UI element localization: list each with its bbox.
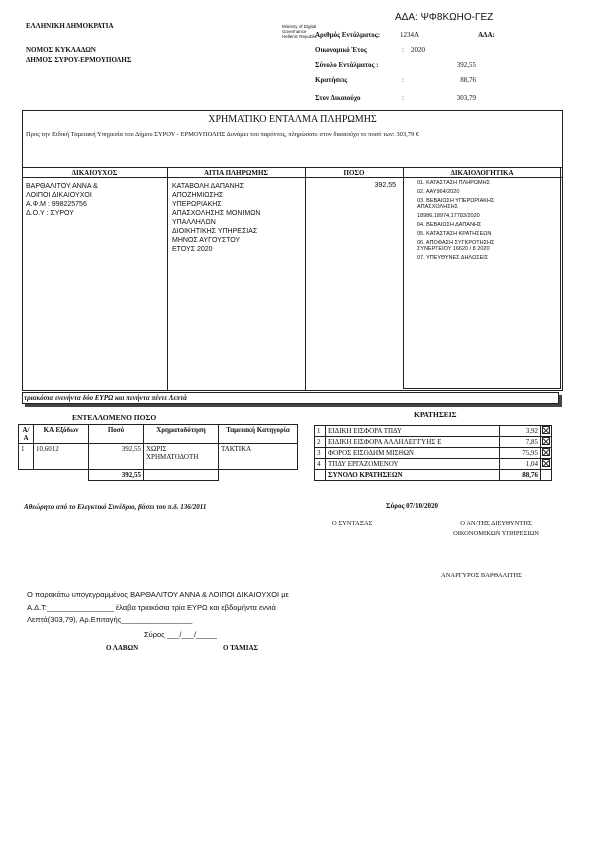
checkbox-icon bbox=[542, 448, 550, 456]
col-cause: ΑΙΤΙΑ ΠΛΗΡΩΜΗΣ bbox=[203, 169, 268, 177]
col-docs: ΔΙΚΑΙΟΛΟΓΗΤΙΚΑ bbox=[450, 169, 514, 177]
empty-cell bbox=[34, 470, 89, 481]
checkbox-icon bbox=[542, 459, 550, 467]
deductions-colon: : bbox=[402, 76, 404, 84]
author-label: Ο ΣΥΝΤΑΞΑΣ bbox=[332, 520, 373, 527]
row-aa: 1 bbox=[19, 444, 34, 470]
total-value: 392,55 bbox=[456, 61, 476, 69]
deduction-no: 3 bbox=[315, 448, 326, 459]
cause-line: ΥΠΕΡΩΡΙΑΚΗΣ bbox=[172, 201, 222, 208]
receiver-label: Ο ΛΑΒΩΝ bbox=[106, 644, 139, 652]
deduction-no: 4 bbox=[315, 459, 326, 470]
ordered-total-row bbox=[19, 470, 298, 481]
col-poso: Ποσό bbox=[89, 425, 144, 444]
deduction-no: 1 bbox=[315, 426, 326, 437]
checkbox-cell bbox=[541, 437, 552, 448]
checkbox-cell bbox=[541, 459, 552, 470]
mandate-label: Αριθμός Εντάλματος: bbox=[315, 31, 381, 39]
director-label: Ο ΑΝ/ΤΗΣ ΔΙΕΥΘΥΝΤΗΣ ΟΙΚΟΝΟΜΙΚΩΝ ΥΠΗΡΕΣΙΩΝ bbox=[453, 520, 539, 537]
deduction-value: 3,92 bbox=[500, 426, 541, 437]
amount-words-shadow-bottom bbox=[25, 404, 562, 407]
net-colon: : bbox=[402, 94, 404, 102]
doc-item: 06. ΑΠΟΦΑΣΗ ΣΥΓΚΡΟΤΗΣΗΣ bbox=[417, 240, 495, 246]
deductions-title: ΚΡΑΤΗΣΕΙΣ bbox=[414, 410, 457, 419]
cause-cell bbox=[172, 182, 261, 254]
row-funding: ΧΩΡΙΣ ΧΡΗΜΑΤΟΔΟΤΗ bbox=[144, 444, 219, 470]
ada-top: ΑΔΑ: ΨΦ8ΚΩΗΟ-ΓΕΖ bbox=[395, 12, 494, 23]
cause-line: ΔΙΟΙΚΗΤΙΚΗΣ ΥΠΗΡΕΣΙΑΣ bbox=[172, 228, 258, 235]
deduction-name: ΕΙΔΙΚΗ ΕΙΣΦΟΡΑ ΑΛΛΗΛΕΓΓΥΗΣ Ε bbox=[326, 437, 500, 448]
col-aa: Α/Α bbox=[19, 425, 34, 444]
ordered-title: ΕΝΤΕΛΛΟΜΕΝΟ ΠΟΣΟ bbox=[72, 413, 157, 422]
deduction-name: ΕΙΔΙΚΗ ΕΙΣΦΟΡΑ ΤΠΔΥ bbox=[326, 426, 500, 437]
col-beneficiary: ΔΙΚΑΙΟΥΧΟΣ bbox=[71, 169, 118, 177]
amount-cell: 392,55 bbox=[374, 182, 396, 189]
cause-line: ΑΠΟΖΗΜΙΩΣΗΣ bbox=[172, 192, 224, 199]
doc-item: 07. ΥΠΕΥΘΥΝΕΣ ΔΗΛΩΣΕΙΣ bbox=[417, 255, 489, 261]
receipt-line-1: Ο παρακάτω υπογεγραμμένος ΒΑΡΘΑΛΙΤΟΥ ΑΝΝΑ & ΛΟΙΠΟΙ ΔΙΚΑΙΟΥΧΟΙ με bbox=[27, 590, 289, 599]
deductions-value: 88,76 bbox=[460, 76, 476, 84]
checkbox-icon bbox=[542, 437, 550, 445]
prefecture-label: ΝΟΜΟΣ ΚΥΚΛΑΔΩΝ bbox=[26, 46, 96, 54]
col-funding: Χρηματοδότηση bbox=[144, 425, 219, 444]
cause-line: ΚΑΤΑΒΟΛΗ ΔΑΠΑΝΗΣ bbox=[172, 183, 245, 190]
receipt-line-3: Λεπτά(303,79), Αρ.Επιταγής_________________ bbox=[27, 615, 193, 624]
year-label: Οικονομικό Έτος bbox=[315, 46, 367, 54]
beneficiary-cell bbox=[26, 182, 98, 218]
total-label: Σύνολο Εντάλματος : bbox=[315, 61, 379, 69]
cause-line: ΥΠΑΛΛΗΛΩΝ bbox=[172, 219, 216, 226]
empty-cell bbox=[144, 470, 219, 481]
beneficiary-line: Δ.Ο.Υ : ΣΥΡΟΥ bbox=[26, 210, 74, 217]
col-ka: ΚΑ Εξόδων bbox=[34, 425, 89, 444]
municipality-label: ΔΗΜΟΣ ΣΥΡΟΥ-ΕΡΜΟΥΠΟΛΗΣ bbox=[26, 56, 132, 64]
mandate-title: ΧΡΗΜΑΤΙΚΟ ΕΝΤΑΛΜΑ ΠΛΗΡΩΜΗΣ bbox=[208, 114, 377, 125]
empty-cell bbox=[315, 470, 326, 481]
cause-line: ΕΤΟΥΣ 2020 bbox=[172, 246, 213, 253]
beneficiary-line: Α.Φ.Μ : 998225756 bbox=[26, 201, 87, 208]
empty-cell bbox=[19, 470, 34, 481]
beneficiary-line: ΛΟΙΠΟΙ ΔΙΚΑΙΟΥΧΟΙ bbox=[26, 192, 92, 199]
year-value: 2020 bbox=[411, 46, 425, 54]
checkbox-icon bbox=[542, 426, 550, 434]
cashier-label: Ο ΤΑΜΙΑΣ bbox=[223, 644, 259, 652]
deductions-label: Κρατήσεις bbox=[315, 76, 348, 84]
mandate-intro: Προς την Ειδική Ταμειακή Υπηρεσία του Δήμου ΣΥΡΟΥ - ΕΡΜΟΥΠΟΛΗΣ Δυνάμει του παρόντος, πληρώσατε στον δικαιούχο το ποσό των: 303,79 € bbox=[26, 131, 420, 138]
deduction-no: 2 bbox=[315, 437, 326, 448]
receipt-line-2: Α.Δ.Τ:________________ έλαβα τριακόσια τρία ΕΥΡΩ και εβδομήντα εννιά bbox=[27, 603, 276, 612]
doc-item: ΑΠΑΣΧΟΛΗΣΗΣ bbox=[417, 204, 458, 210]
column-divider bbox=[305, 167, 306, 390]
table-row bbox=[315, 426, 552, 437]
deductions-total-value: 88,76 bbox=[500, 470, 541, 481]
director-name: ΑΝΑΡΓΥΡΟΣ ΒΑΡΘΑΛΙΤΗΣ bbox=[441, 572, 522, 579]
mandate-number: 1234Α bbox=[400, 31, 420, 39]
deduction-value: 7,85 bbox=[500, 437, 541, 448]
doc-item: 01. ΚΑΤΑΣΤΑΣΗ ΠΛΗΡΩΜΗΣ bbox=[417, 180, 490, 186]
column-divider bbox=[167, 167, 168, 390]
doc-item: ΣΥΝΕΡΓΕΙΟΥ 16620 / 8 2020 bbox=[417, 246, 490, 252]
cause-line: ΜΗΝΟΣ ΑΥΓΟΥΣΤΟΥ bbox=[172, 237, 241, 244]
deduction-value: 1,04 bbox=[500, 459, 541, 470]
net-value: 303,79 bbox=[456, 94, 476, 102]
doc-item: 04. ΒΕΒΑΙΩΣΗ ΔΑΠΑΝΗΣ bbox=[417, 222, 482, 228]
signature-line: Governance bbox=[282, 29, 307, 34]
ordered-table bbox=[18, 424, 298, 481]
country-label: ΕΛΛΗΝΙΚΗ ΔΗΜΟΚΡΑΤΙΑ bbox=[26, 22, 114, 30]
ordered-total: 392,55 bbox=[89, 470, 144, 481]
col-amount: ΠΟΣΟ bbox=[343, 169, 365, 177]
deductions-total-label: ΣΥΝΟΛΟ ΚΡΑΤΗΣΕΩΝ bbox=[326, 470, 500, 481]
empty-cell bbox=[541, 470, 552, 481]
deduction-name: ΤΠΔΥ ΕΡΓΑΖΟΜΕΝΟΥ bbox=[326, 459, 500, 470]
deduction-name: ΦΟΡΟΣ ΕΙΣΟΔΗΜ ΜΙΣΘΩΝ bbox=[326, 448, 500, 459]
checkbox-cell bbox=[541, 448, 552, 459]
receipt-date: Σύρος ___/___/_____ bbox=[144, 630, 217, 639]
doc-item: 03. ΒΕΒΑΙΩΣΗ ΥΠΕΡΩΡΙΑΚΗΣ bbox=[417, 198, 495, 204]
checkbox-cell bbox=[541, 426, 552, 437]
row-poso: 392,55 bbox=[89, 444, 144, 470]
signature-line: Ministry of Digital bbox=[282, 24, 317, 29]
table-row bbox=[19, 444, 298, 470]
doc-item: 18986,18974,17783/2020 bbox=[417, 213, 480, 219]
col-category: Ταμειακή Κατηγορία bbox=[219, 425, 298, 444]
deduction-value: 75,95 bbox=[500, 448, 541, 459]
doc-item: 02. ΑΑΥ964/2020 bbox=[417, 189, 460, 195]
docs-list bbox=[417, 180, 494, 264]
deductions-total-row bbox=[315, 470, 552, 481]
approval-text: Αθεώρητο από το Ελεγκτικό Συνέδριο, βάσει του π.δ. 136/2011 bbox=[24, 503, 207, 511]
ordered-header-row bbox=[19, 425, 298, 444]
empty-cell bbox=[219, 470, 298, 481]
place-date: Σύρος 07/10/2020 bbox=[386, 502, 439, 510]
ada-label: ΑΔΑ: bbox=[478, 31, 495, 39]
year-colon: : bbox=[402, 46, 404, 54]
doc-item: 05. ΚΑΤΑΣΤΑΣΗ ΚΡΑΤΗΣΕΩΝ bbox=[417, 231, 492, 237]
table-row bbox=[315, 459, 552, 470]
net-label: Στον Δικαιούχο bbox=[315, 94, 361, 102]
row-ka: 10.6012 bbox=[34, 444, 89, 470]
amount-words: τριακόσια ενενήντα δύο ΕΥΡΩ και πενήντα πέντε Λεπτά bbox=[24, 394, 187, 402]
cause-line: ΑΠΑΣΧΟΛΗΣΗΣ ΜΟΝΙΜΩΝ bbox=[172, 210, 261, 217]
beneficiary-line: ΒΑΡΘΑΛΙΤΟΥ ΑΝΝΑ & bbox=[26, 183, 98, 190]
digital-signature-stamp bbox=[282, 24, 317, 39]
deductions-table bbox=[314, 425, 552, 481]
row-category: ΤΑΚΤΙΚΑ bbox=[219, 444, 298, 470]
signature-line: Hellenic Republic bbox=[282, 34, 317, 39]
table-row bbox=[315, 448, 552, 459]
table-row bbox=[315, 437, 552, 448]
